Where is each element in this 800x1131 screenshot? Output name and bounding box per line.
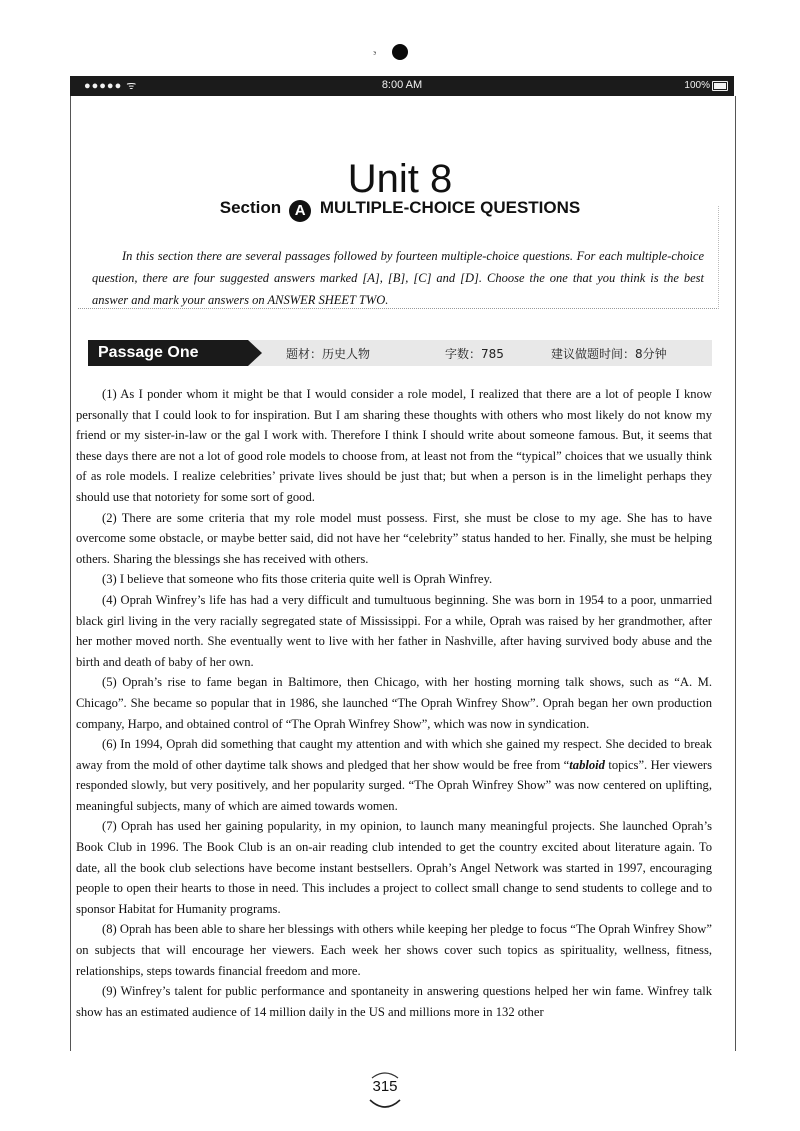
paragraph-1: (1) As I ponder whom it might be that I would consider a role model, I realized that there are a lot of people I know personally that I could look to for inspiration. But I am sharing these thoughts with others who most likely do not know my friend or my sister-in-law or the gal I work with. Therefore I think I should write about someone famous. But, it seems that these days there are not a lot of good role models to choose from, at least not from the “typical” choices that we usually think of as role models. I realize celebrities’ private lives should be just that; but when a person is in the limelight perhaps they should use that notoriety for some sort of good. <box>76 387 712 504</box>
page-number-badge <box>362 1066 408 1112</box>
paragraph-9: (9) Winfrey’s talent for public performance and spontaneity in answering questions helped her win fame. Winfrey talk show has an estimated audience of 14 million daily in the US and millions more in 132 other <box>76 984 712 1019</box>
paragraph-2: (2) There are some criteria that my role model must possess. First, she must be close to my age. She has to have overcome some obstacle, or maybe better said, did not have her “celebrity” status handed to her. Finally, she must be helping others. Sharing the blessings she has received with others. <box>76 510 712 566</box>
passage-label: Passage One <box>88 340 248 366</box>
paragraph-6-end: topics”. Her viewers responded slowly, but very positively, and her popularity surged. “The Oprah Winfrey Show” was now centered on uplifting, meaningful subjects, many of which are aimed towards women. <box>76 757 713 813</box>
section-letter-badge: A <box>289 200 311 222</box>
battery-icon <box>712 81 728 91</box>
section-word: Section <box>219 198 282 217</box>
paragraph-8: (8) Oprah has been able to share her blessings with others while keeping her pledge to focus “The Oprah Winfrey Show” on subjects that will encourage her viewers. Each week her shows cover such topics as spirituality, wellness, fitness, relationships, steps towards financial freedom and more. <box>76 922 712 978</box>
passage-topic: 题材：历史人物 <box>286 347 371 361</box>
paragraph-7: (7) Oprah has used her gaining popularity, in my opinion, to launch many meaningful projects. She launched Oprah’s Book Club in 1996. The Book Club is an on-air reading club intended to get the country excited about literature again. To date, all the book club selections have become instant bestsellers. Oprah’s Angel Network was started in 1997, encouraging people to open their hearts to those in need. This includes a project to collect small change to send students to college and to sponsor Habitat for Humanity programs. <box>76 819 712 916</box>
page-header-decoration <box>0 0 800 76</box>
punch-hole-dot <box>392 44 408 60</box>
passage-body <box>76 384 712 1022</box>
section-instructions: In this section there are several passages followed by fourteen multiple-choice questions. For each multiple-choice question, there are four suggested answers marked [A], [B], [C] and [D]. Choose the one that you think is the best answer and mark your answers on ANSWER SHEET TWO. <box>92 248 704 307</box>
section-title: MULTIPLE-CHOICE QUESTIONS <box>319 198 581 217</box>
paragraph-4: (4) Oprah Winfrey’s life has had a very difficult and tumultuous beginning. She was born in 1954 to a poor, unmarried black girl living in the very racially segregated state of Mississippi. For a while, Oprah was raised by her grandmother, after her mother moved north. She eventually went to live with her father in Nashville, after having survived body abuse and the birth and death of baby of her own. <box>76 592 712 669</box>
paragraph-5: (5) Oprah’s rise to fame began in Baltimore, then Chicago, with her hosting morning talk shows, such as “A. M. Chicago”. She became so popular that in 1986, she launched “The Oprah Winfrey Show”. Oprah began her own production company, Harpo, and obtained control of “The Oprah Winfrey Show”, which was now in syndication. <box>76 675 712 731</box>
signal-indicator: ●●●●● ᯤ <box>84 80 138 92</box>
passage-word-count: 字数：785 <box>445 347 504 361</box>
status-bar <box>70 76 734 96</box>
small-mark: ᵌ <box>373 50 377 61</box>
passage-arrow-icon <box>248 340 262 366</box>
paragraph-6-start: (6) In 1994, Oprah did something that caught my attention and with which she gained my respect. She decided to break away from the mold of other daytime talk shows and pledged that her show would be free from “ <box>76 737 712 772</box>
paragraph-6 <box>76 734 712 816</box>
clock: 8:00 AM <box>381 79 423 91</box>
unit-title: Unit 8 <box>347 156 453 201</box>
paragraph-3: (3) I believe that someone who fits those criteria quite well is Oprah Winfrey. <box>102 572 493 587</box>
passage-header-bar <box>88 340 712 366</box>
paragraph-6-italic-word: tabloid <box>569 757 605 772</box>
page-number: 315 <box>372 1078 398 1095</box>
passage-suggested-time: 建议做题时间：8分钟 <box>551 347 667 361</box>
battery-percent: 100% <box>684 80 710 91</box>
